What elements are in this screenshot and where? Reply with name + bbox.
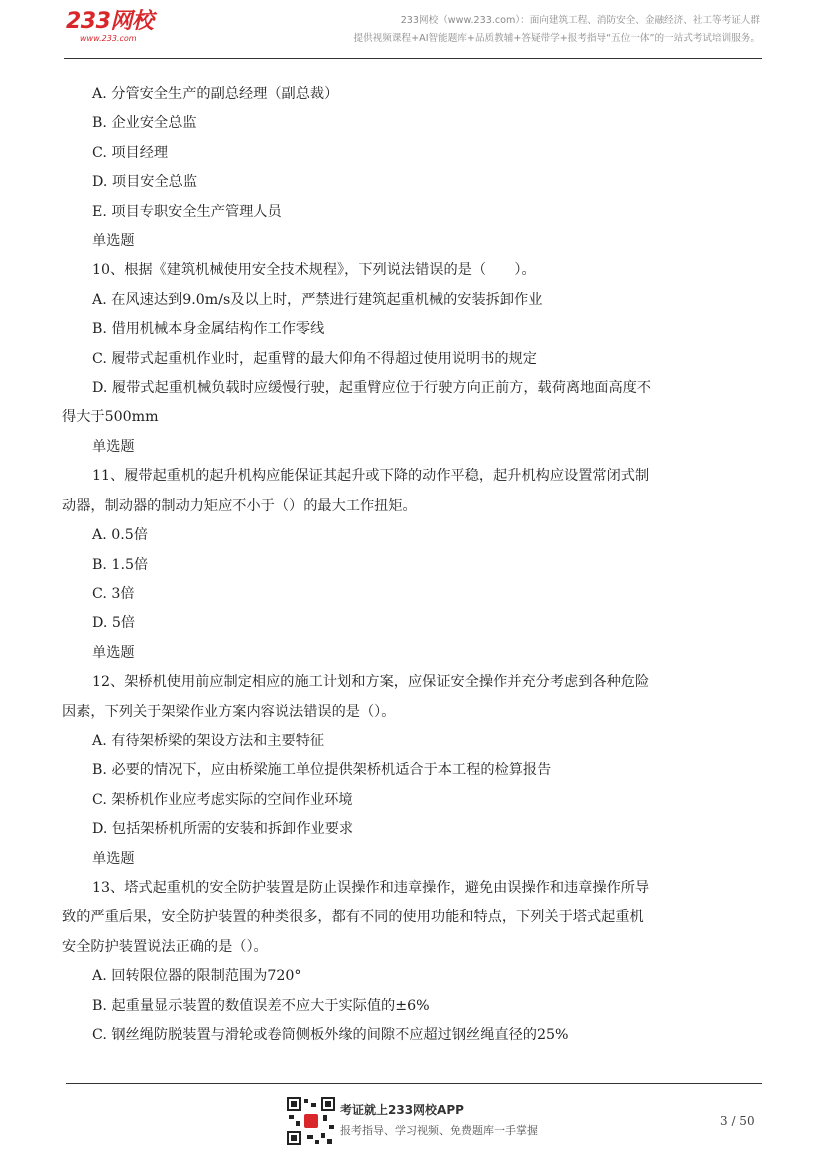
question-stem-continued: 动器，制动器的制动力矩应不小于（）的最大工作扭矩。 xyxy=(62,497,417,514)
qr-module xyxy=(296,1121,300,1126)
question-stem-continued: 因素，下列关于架梁作业方案内容说法错误的是（）。 xyxy=(62,703,396,720)
qr-code-icon[interactable] xyxy=(287,1097,335,1145)
qr-module xyxy=(329,1125,334,1129)
footer-subtitle: 报考指导、学习视频、免费题库一手掌握 xyxy=(340,1124,538,1137)
qr-module xyxy=(304,1099,308,1103)
footer-title: 考证就上233网校APP xyxy=(340,1103,464,1117)
option-line: B. 1.5倍 xyxy=(92,556,149,573)
option-line: B. 企业安全总监 xyxy=(92,115,197,132)
question-stem: 13、塔式起重机的安全防护装置是防止误操作和违章操作，避免由误操作和违章操作所导 xyxy=(92,879,650,896)
option-line: A. 回转限位器的限制范围为720° xyxy=(92,968,302,985)
question-type: 单选题 xyxy=(92,233,135,250)
header-line-1: 233网校（www.233.com）：面向建筑工程、消防安全、金融经济、社工等考证人群 xyxy=(400,15,760,26)
header-divider xyxy=(64,58,762,59)
question-type: 单选题 xyxy=(92,850,135,867)
header-description xyxy=(354,12,760,48)
qr-module xyxy=(289,1115,294,1119)
question-type: 单选题 xyxy=(92,644,135,661)
qr-logo xyxy=(304,1114,318,1128)
qr-module xyxy=(323,1115,327,1121)
logo-text: 233网校 xyxy=(66,9,154,34)
site-logo[interactable] xyxy=(66,10,153,43)
option-line: C. 履带式起重机作业时，起重臂的最大仰角不得超过使用说明书的规定 xyxy=(92,350,537,367)
qr-module xyxy=(307,1135,313,1139)
qr-finder xyxy=(287,1097,301,1111)
footer-promo xyxy=(340,1100,538,1142)
option-line-continued: 得大于500mm xyxy=(62,409,159,426)
question-stem: 10、根据《建筑机械使用安全技术规程》，下列说法错误的是（ ）。 xyxy=(92,262,536,279)
question-type: 单选题 xyxy=(92,438,135,455)
header-line-2: 提供视频课程+AI智能题库+品质教辅+答疑带学+报考指导“五位一体”的一站式考试培训服务。 xyxy=(353,33,760,44)
option-line: A. 有待架桥梁的架设方法和主要特征 xyxy=(92,732,325,749)
page-number: 3 / 50 xyxy=(720,1114,755,1128)
option-line: B. 借用机械本身金属结构作工作零线 xyxy=(92,321,325,338)
logo-url: www.233.com xyxy=(80,34,137,43)
option-line: B. 必要的情况下，应由桥梁施工单位提供架桥机适合于本工程的检算报告 xyxy=(92,762,552,779)
qr-module xyxy=(321,1133,325,1138)
question-stem: 11、履带起重机的起升机构应能保证其起升或下降的动作平稳，起升机构应设置常闭式制 xyxy=(92,468,650,485)
option-line: B. 起重量显示装置的数值误差不应大于实际值的±6% xyxy=(92,997,430,1014)
option-line: A. 0.5倍 xyxy=(92,527,149,544)
option-line: A. 在风速达到9.0m/s及以上时，严禁进行建筑起重机械的安装拆卸作业 xyxy=(92,291,543,308)
question-stem-continued: 安全防护装置说法正确的是（）。 xyxy=(62,938,268,955)
qr-module xyxy=(327,1139,332,1144)
footer-divider xyxy=(66,1083,762,1084)
question-stem: 12、架桥机使用前应制定相应的施工计划和方案，应保证安全操作并充分考虑到各种危险 xyxy=(92,674,650,691)
qr-module xyxy=(311,1103,316,1107)
question-stem-continued: 致的严重后果，安全防护装置的种类很多，都有不同的使用功能和特点，下列关于塔式起重机 xyxy=(62,909,644,926)
option-line: D. 5倍 xyxy=(92,615,136,632)
option-line: A. 分管安全生产的副总经理（副总裁） xyxy=(92,86,339,102)
qr-finder xyxy=(321,1097,335,1111)
option-line: C. 3倍 xyxy=(92,585,135,602)
page-header xyxy=(0,0,830,62)
option-line: C. 项目经理 xyxy=(92,144,169,161)
option-line: E. 项目专职安全生产管理人员 xyxy=(92,203,282,220)
option-line: C. 钢丝绳防脱装置与滑轮或卷筒侧板外缘的间隙不应超过钢丝绳直径的25% xyxy=(92,1027,569,1043)
document-body xyxy=(62,80,772,1050)
option-line: C. 架桥机作业应考虑实际的空间作业环境 xyxy=(92,791,353,808)
qr-finder xyxy=(287,1131,301,1145)
qr-module xyxy=(315,1140,319,1144)
option-line: D. 项目安全总监 xyxy=(92,174,198,191)
option-line: D. 包括架桥机所需的安装和拆卸作业要求 xyxy=(92,821,354,838)
option-line: D. 履带式起重机械负载时应缓慢行驶，起重臂应位于行驶方向正前方，载荷离地面高度不 xyxy=(92,380,652,397)
